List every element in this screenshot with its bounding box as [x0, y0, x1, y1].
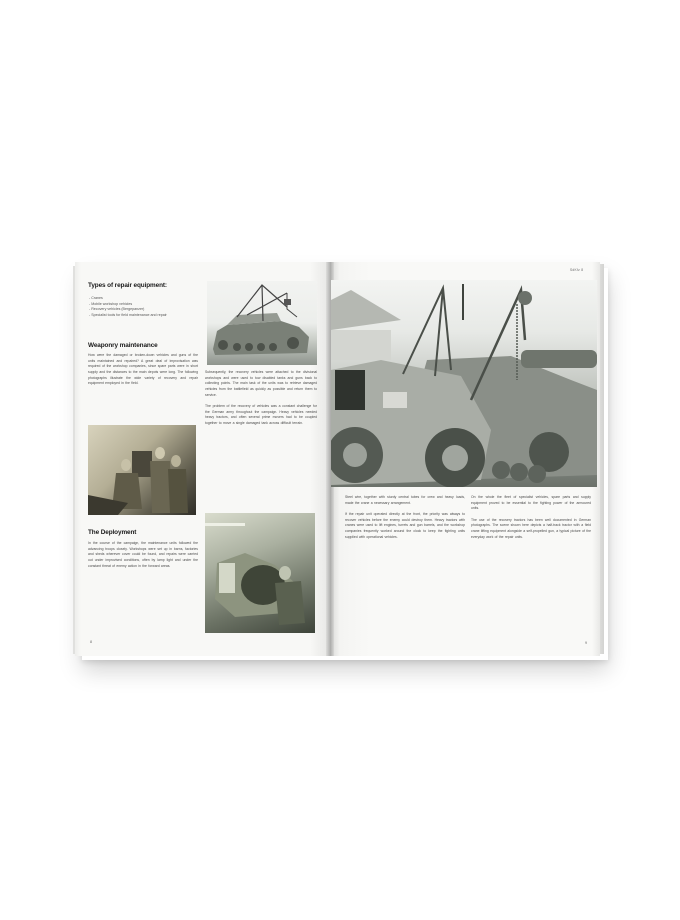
- running-header: SdKfz 8: [570, 268, 584, 272]
- paragraph: On the whole the fleet of specialist vehicles, spare parts and supply equipment proved to be essential to the fighting power of the armoured units.: [471, 495, 591, 511]
- crew-illustration: [88, 425, 196, 515]
- paragraph: The use of the recovery tractors has been well documented in German photographs. The scene shown here depicts a half-track tractor with a field crane lifting equipment alongside a self-propelled gun, a typical picture of the everyday work of the repair units.: [471, 517, 591, 539]
- list-item: - Specialist tools for field maintenance and repair: [89, 313, 199, 319]
- paragraph: In the course of the campaign, the maintenance units followed the advancing troops closely. Workshops were set up in barns, factories and sheds wherever cover could be found, and repairs were carried out under improvised conditions, often by lamp light and under the constant threat of enemy action in the forward areas.: [88, 541, 198, 568]
- paragraph: Subsequently, the recovery vehicles were attached to the divisional workshops and were used to tow disabled tanks and guns back to collecting points. The main task of the units was to retrieve damaged vehicles from the battlefield as quickly as possible and return them to service.: [205, 370, 317, 397]
- deployment-body-text: [88, 541, 198, 575]
- list-item: - Cranes: [89, 296, 199, 302]
- paragraph: Steel wire, together with sturdy central tubes for crew and heavy loads, made the crane a necessary arrangement.: [345, 495, 465, 505]
- page-number-right: 9: [585, 641, 587, 645]
- paragraph: If the repair unit operated directly at the front, the priority was always to recover vehicles before the enemy could destroy them. Heavy tractors with cranes were used to lift engines, turrets and gun barrels, and the workshop companies frequently worked around the clock to keep the fighting units supplied with operational vehicles.: [345, 511, 465, 539]
- heading-the-deployment: The Deployment: [88, 529, 137, 536]
- repair-equipment-list: [89, 296, 199, 318]
- crane-tank-illustration: [207, 281, 317, 365]
- heading-weaponry-maintenance: Weaponry maintenance: [88, 342, 158, 349]
- weaponry-body-text: [88, 353, 198, 393]
- paragraph: How were the damaged or broken-down vehicles and guns of the units maintained and repaired? A great deal of improvisation was required of the workshop companies, since spare parts were in short supply and the distances to the main depots were long. The following photographs illustrate the wide variety of recovery and repair equipment employed in the field.: [88, 353, 198, 386]
- list-item: - Mobile workshop vehicles: [89, 302, 199, 308]
- page-number-left: 8: [90, 640, 92, 644]
- workshop-illustration: [205, 513, 315, 633]
- paragraph: The problem of the recovery of vehicles was a constant challenge for the German army throughout the campaign. Heavy vehicles needed heavy tractors, and often several prime movers had to be coupled together to move a single damaged tank across difficult terrain.: [205, 403, 317, 425]
- column2-text: [205, 370, 317, 432]
- photo-workshop-repair: [205, 513, 315, 633]
- list-item: - Recovery vehicles (Bergepanzer): [89, 307, 199, 313]
- photo-crane-tank: [207, 281, 317, 365]
- right-column2-text: [471, 495, 591, 546]
- photo-tractor-gun-crane: [331, 280, 597, 487]
- photo-crew-interior: [88, 425, 196, 515]
- heading-types-of-repair-equipment: Types of repair equipment:: [88, 282, 167, 289]
- tractor-gun-illustration: [331, 280, 597, 487]
- right-column1-text: [345, 495, 465, 546]
